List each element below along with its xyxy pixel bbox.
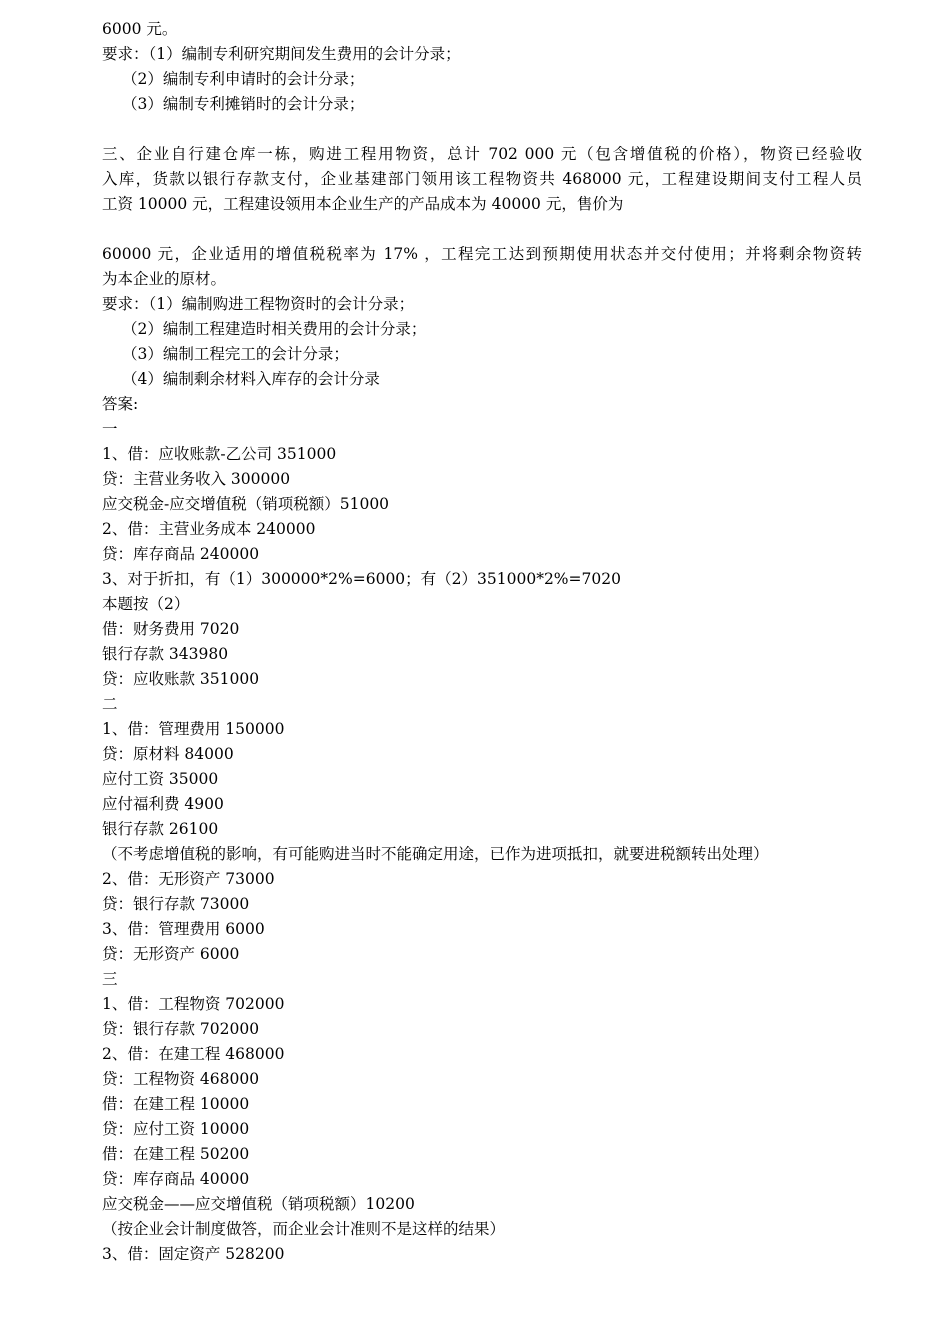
- answer-line: 贷：无形资产 6000: [102, 945, 240, 963]
- answer-line: 应交税金-应交增值税（销项税额）51000: [102, 495, 390, 513]
- answer-line: 银行存款 343980: [102, 645, 229, 663]
- answer-line: 贷：工程物资 468000: [102, 1070, 260, 1088]
- answer-line: 1、借：应收账款-乙公司 351000: [102, 445, 337, 463]
- answer-line: 借：财务费用 7020: [102, 620, 240, 638]
- answer-line: 3、借：管理费用 6000: [102, 920, 265, 938]
- answer-line: 1、借：管理费用 150000: [102, 720, 285, 738]
- answer-note: （不考虑增值税的影响，有可能购进当时不能确定用途，已作为进项抵扣，就要进税额转出处理）: [102, 845, 769, 863]
- answer-note: （按企业会计制度做答，而企业会计准则不是这样的结果）: [102, 1220, 506, 1238]
- intro-tail: 6000 元。: [102, 20, 178, 38]
- intro-requirement-3: （3）编制专利摊销时的会计分录；: [122, 95, 365, 113]
- answer-line: 借：在建工程 10000: [102, 1095, 250, 1113]
- answer-line: 银行存款 26100: [102, 820, 219, 838]
- q3-requirement: 要求：（1）编制购进工程物资时的会计分录；: [102, 295, 415, 313]
- answer-line: 2、借：在建工程 468000: [102, 1045, 285, 1063]
- answer-line: 1、借：工程物资 702000: [102, 995, 285, 1013]
- answers-heading: 答案:: [102, 395, 139, 413]
- answer-line: 贷：应收账款 351000: [102, 670, 260, 688]
- q3-paragraph-line-3: 工资 10000 元，工程建设领用本企业生产的产品成本为 40000 元，售价为: [102, 195, 624, 213]
- answer-line: 3、对于折扣，有（1）300000*2%=6000；有（2）351000*2%=7020: [102, 570, 621, 588]
- intro-requirement-2: （2）编制专利申请时的会计分录；: [122, 70, 365, 88]
- answer-line: 贷：原材料 84000: [102, 745, 234, 763]
- answer-line: 应付工资 35000: [102, 770, 219, 788]
- answer-section-2-title: 二: [102, 695, 118, 713]
- answer-line: 2、借：无形资产 73000: [102, 870, 275, 888]
- q3-paragraph-line-2: 入库，货款以银行存款支付，企业基建部门领用该工程物资共 468000 元，工程建设期间支付工程人员: [102, 170, 862, 188]
- intro-requirement: 要求：（1）编制专利研究期间发生费用的会计分录；: [102, 45, 461, 63]
- q3-requirement-4: （4）编制剩余材料入库存的会计分录: [122, 370, 380, 388]
- answer-section-1-title: 一: [102, 420, 118, 438]
- answer-line: 应交税金——应交增值税（销项税额）10200: [102, 1195, 415, 1213]
- q3-paragraph-line-1: 三、企业自行建仓库一栋，购进工程用物资，总计 702 000 元（包含增值税的价格），物资已经验收: [102, 145, 862, 163]
- q3-requirement-3: （3）编制工程完工的会计分录；: [122, 345, 349, 363]
- q3-paragraph-line-5: 为本企业的原材。: [102, 270, 227, 288]
- answer-line: 本题按（2）: [102, 595, 190, 613]
- answer-line: 贷：库存商品 40000: [102, 1170, 250, 1188]
- q3-requirement-2: （2）编制工程建造时相关费用的会计分录；: [122, 320, 427, 338]
- answer-line: 贷：主营业务收入 300000: [102, 470, 291, 488]
- answer-line: 贷：应付工资 10000: [102, 1120, 250, 1138]
- answer-line: 贷：银行存款 73000: [102, 895, 250, 913]
- answer-line: 应付福利费 4900: [102, 795, 224, 813]
- answer-line: 3、借：固定资产 528200: [102, 1245, 285, 1263]
- answer-line: 贷：银行存款 702000: [102, 1020, 260, 1038]
- q3-paragraph-line-4: 60000 元，企业适用的增值税税率为 17% ，工程完工达到预期使用状态并交付使用；并将剩余物资转: [102, 245, 862, 263]
- answer-line: 贷：库存商品 240000: [102, 545, 260, 563]
- answer-section-3-title: 三: [102, 970, 118, 988]
- answer-line: 借：在建工程 50200: [102, 1145, 250, 1163]
- answer-line: 2、借：主营业务成本 240000: [102, 520, 316, 538]
